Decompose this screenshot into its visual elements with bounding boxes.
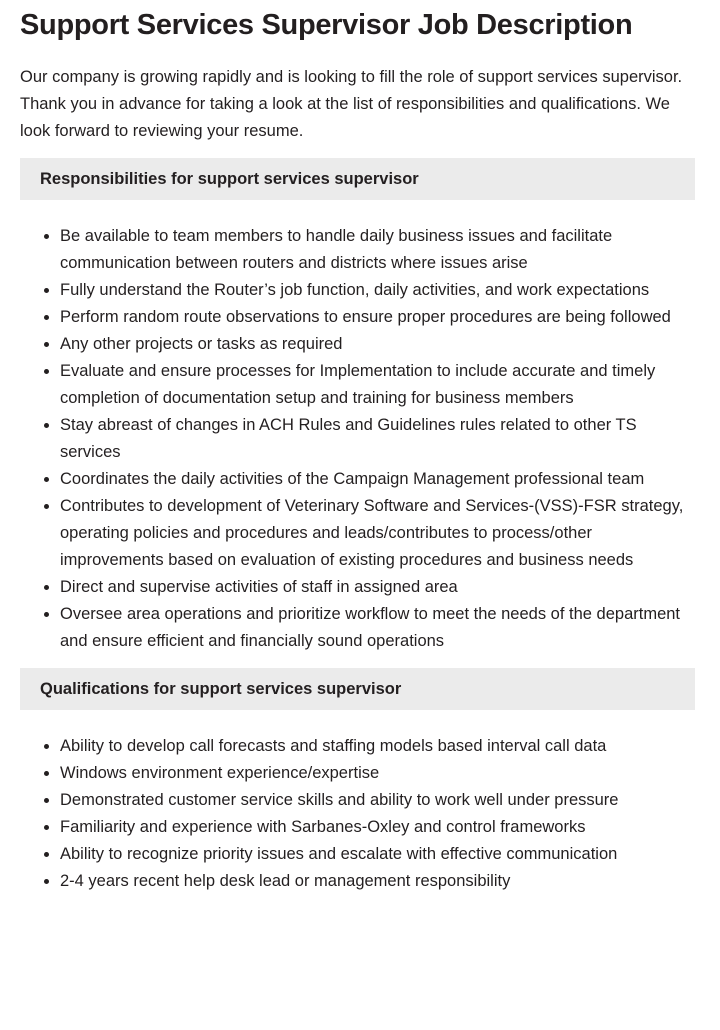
list-item: Direct and supervise activities of staff in assigned area [60, 574, 695, 601]
list-item: Ability to develop call forecasts and staffing models based interval call data [60, 733, 695, 760]
responsibilities-heading: Responsibilities for support services supervisor [40, 169, 419, 188]
list-item: Oversee area operations and prioritize workflow to meet the needs of the department and ensure efficient and financially sound operations [60, 601, 695, 655]
list-item: 2-4 years recent help desk lead or management responsibility [60, 868, 695, 895]
section-responsibilities [20, 158, 695, 655]
list-item: Demonstrated customer service skills and ability to work well under pressure [60, 787, 695, 814]
list-item: Familiarity and experience with Sarbanes-Oxley and control frameworks [60, 814, 695, 841]
list-item: Be available to team members to handle daily business issues and facilitate communication between routers and districts where issues arise [60, 223, 695, 277]
section-qualifications [20, 668, 695, 895]
list-item: Stay abreast of changes in ACH Rules and Guidelines rules related to other TS services [60, 412, 695, 466]
responsibilities-list [20, 223, 695, 655]
list-item: Perform random route observations to ensure proper procedures are being followed [60, 304, 695, 331]
qualifications-heading: Qualifications for support services supervisor [40, 679, 402, 698]
intro-paragraph: Our company is growing rapidly and is looking to fill the role of support services supervisor. Thank you in advance for taking a look at the list of responsibilities and qualifications. We look forward to reviewing your resume. [20, 68, 683, 140]
qualifications-list [20, 733, 695, 895]
list-item: Ability to recognize priority issues and escalate with effective communication [60, 841, 695, 868]
page-title: Support Services Supervisor Job Description [20, 9, 633, 41]
responsibilities-header-band [20, 158, 695, 200]
list-item: Evaluate and ensure processes for Implementation to include accurate and timely completion of documentation setup and training for business members [60, 358, 695, 412]
list-item: Coordinates the daily activities of the Campaign Management professional team [60, 466, 695, 493]
qualifications-header-band [20, 668, 695, 710]
list-item: Fully understand the Router’s job function, daily activities, and work expectations [60, 277, 695, 304]
list-item: Contributes to development of Veterinary Software and Services-(VSS)-FSR strategy, operating policies and procedures and leads/contributes to process/other improvements based on evaluation of existing procedures and business needs [60, 493, 695, 574]
list-item: Windows environment experience/expertise [60, 760, 695, 787]
list-item: Any other projects or tasks as required [60, 331, 695, 358]
